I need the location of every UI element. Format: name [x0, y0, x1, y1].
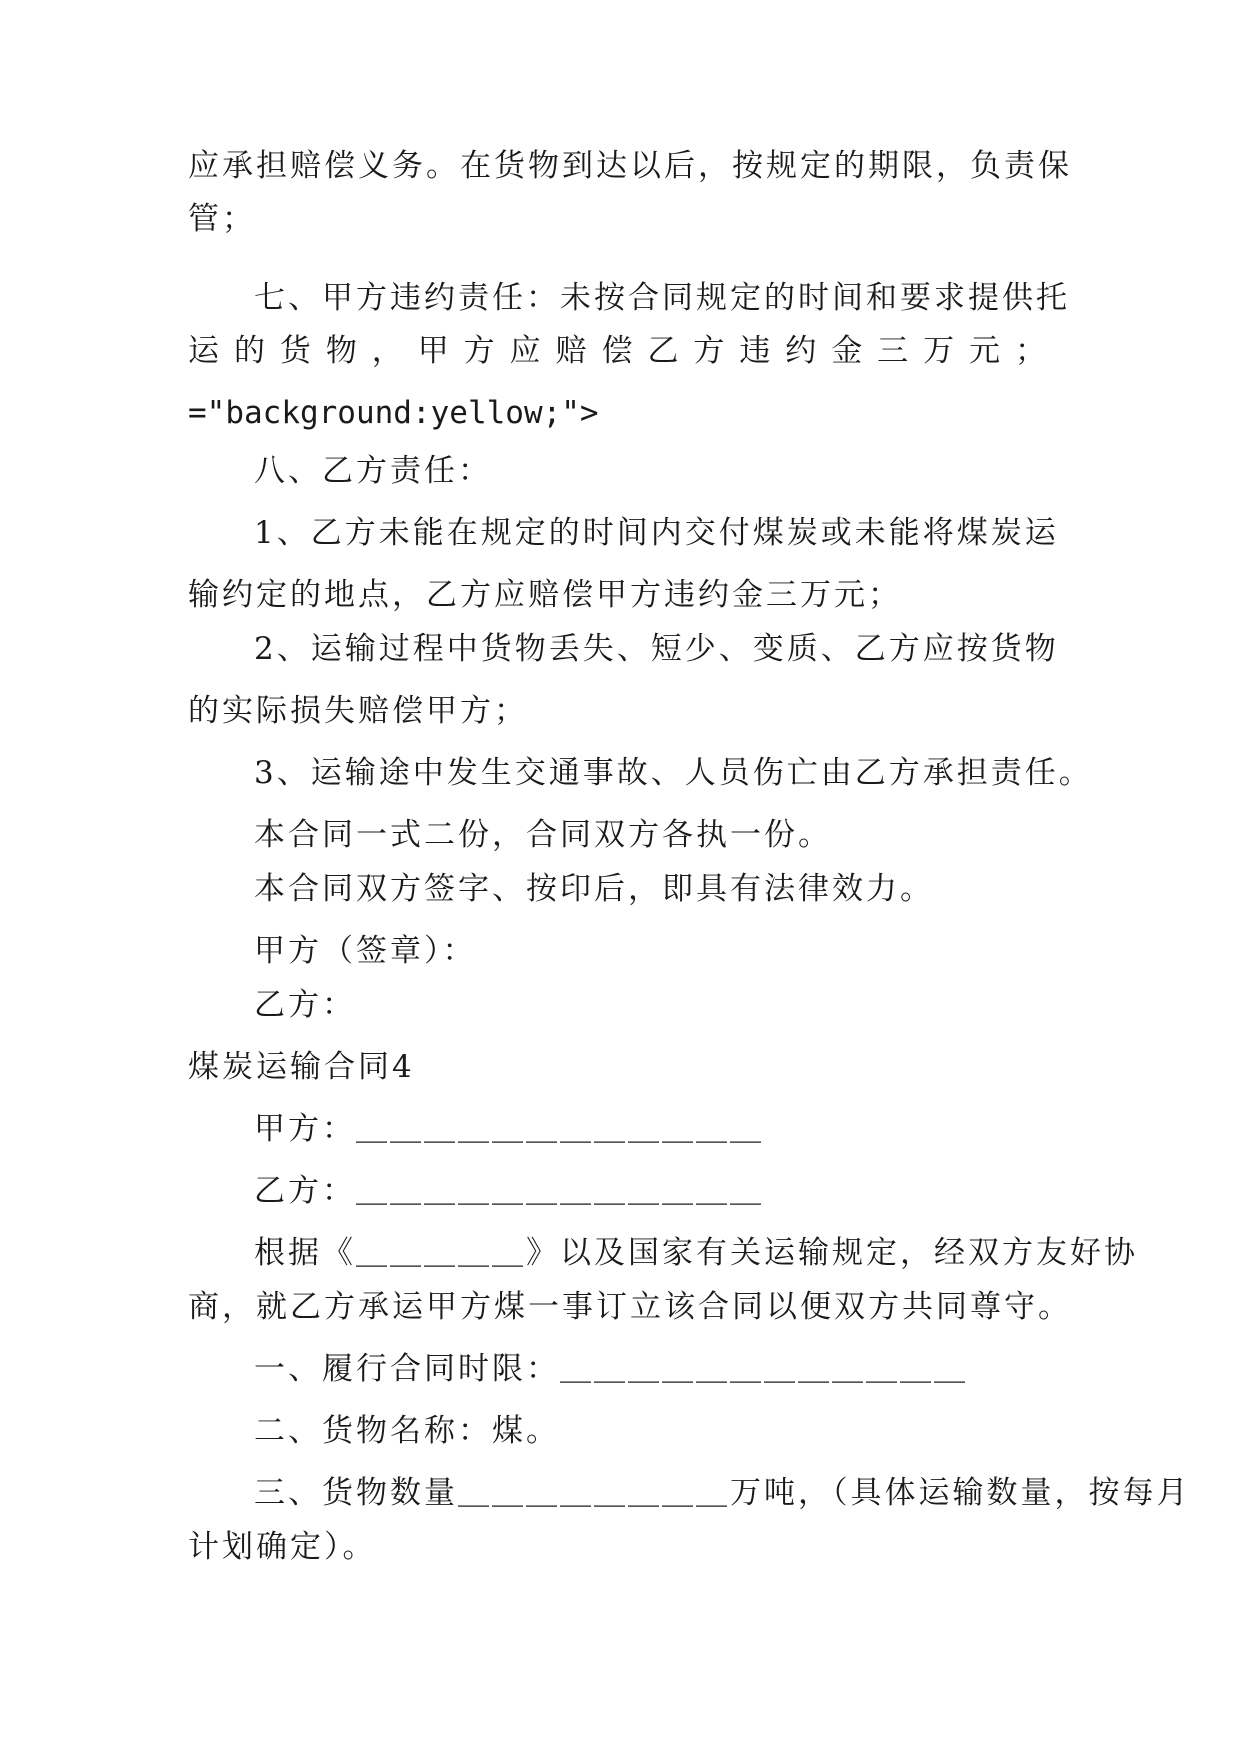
- paragraph-line: 应承担赔偿义务。在货物到达以后，按规定的期限，负责保: [188, 148, 1072, 184]
- paragraph-line: 商，就乙方承运甲方煤一事订立该合同以便双方共同尊守。: [188, 1289, 1072, 1325]
- party-a-field: 甲方：＿＿＿＿＿＿＿＿＿＿＿＿: [254, 1111, 764, 1147]
- party-b-field: 乙方：＿＿＿＿＿＿＿＿＿＿＿＿: [254, 1173, 764, 1209]
- clause-line: 二、货物名称：煤。: [254, 1413, 560, 1449]
- paragraph-line: 的实际损失赔偿甲方；: [188, 693, 528, 729]
- clause-line: 三、货物数量＿＿＿＿＿＿＿＿万吨，（具体运输数量，按每月: [254, 1475, 1191, 1511]
- list-item: 1、乙方未能在规定的时间内交付煤炭或未能将煤炭运: [254, 515, 1059, 551]
- signature-label-party-b: 乙方：: [254, 987, 356, 1023]
- paragraph-line: 本合同一式二份，合同双方各执一份。: [254, 817, 832, 853]
- paragraph-line: 输约定的地点，乙方应赔偿甲方违约金三万元；: [188, 577, 902, 613]
- clause-heading: 八、乙方责任：: [254, 453, 492, 489]
- paragraph-line: 计划确定）。: [188, 1529, 377, 1565]
- list-item: 2、运输过程中货物丢失、短少、变质、乙方应按货物: [254, 631, 1059, 667]
- signature-label-party-a: 甲方（签章）：: [254, 933, 477, 969]
- list-item: 3、运输途中发生交通事故、人员伤亡由乙方承担责任。: [254, 755, 1093, 791]
- stray-markup-text: ="background:yellow;">: [188, 395, 599, 431]
- clause-heading: 七、甲方违约责任：未按合同规定的时间和要求提供托: [254, 280, 1070, 316]
- section-title: 煤炭运输合同4: [188, 1049, 415, 1085]
- paragraph-line: 管；: [188, 201, 256, 237]
- clause-line: 一、履行合同时限：＿＿＿＿＿＿＿＿＿＿＿＿: [254, 1351, 968, 1387]
- paragraph-line: 本合同双方签字、按印后，即具有法律效力。: [254, 871, 934, 907]
- paragraph-line: 运 的 货 物 ， 甲 方 应 赔 偿 乙 方 违 约 金 三 万 元 ；: [188, 333, 1046, 369]
- paragraph-line: 根据《＿＿＿＿＿》以及国家有关运输规定，经双方友好协: [254, 1235, 1138, 1271]
